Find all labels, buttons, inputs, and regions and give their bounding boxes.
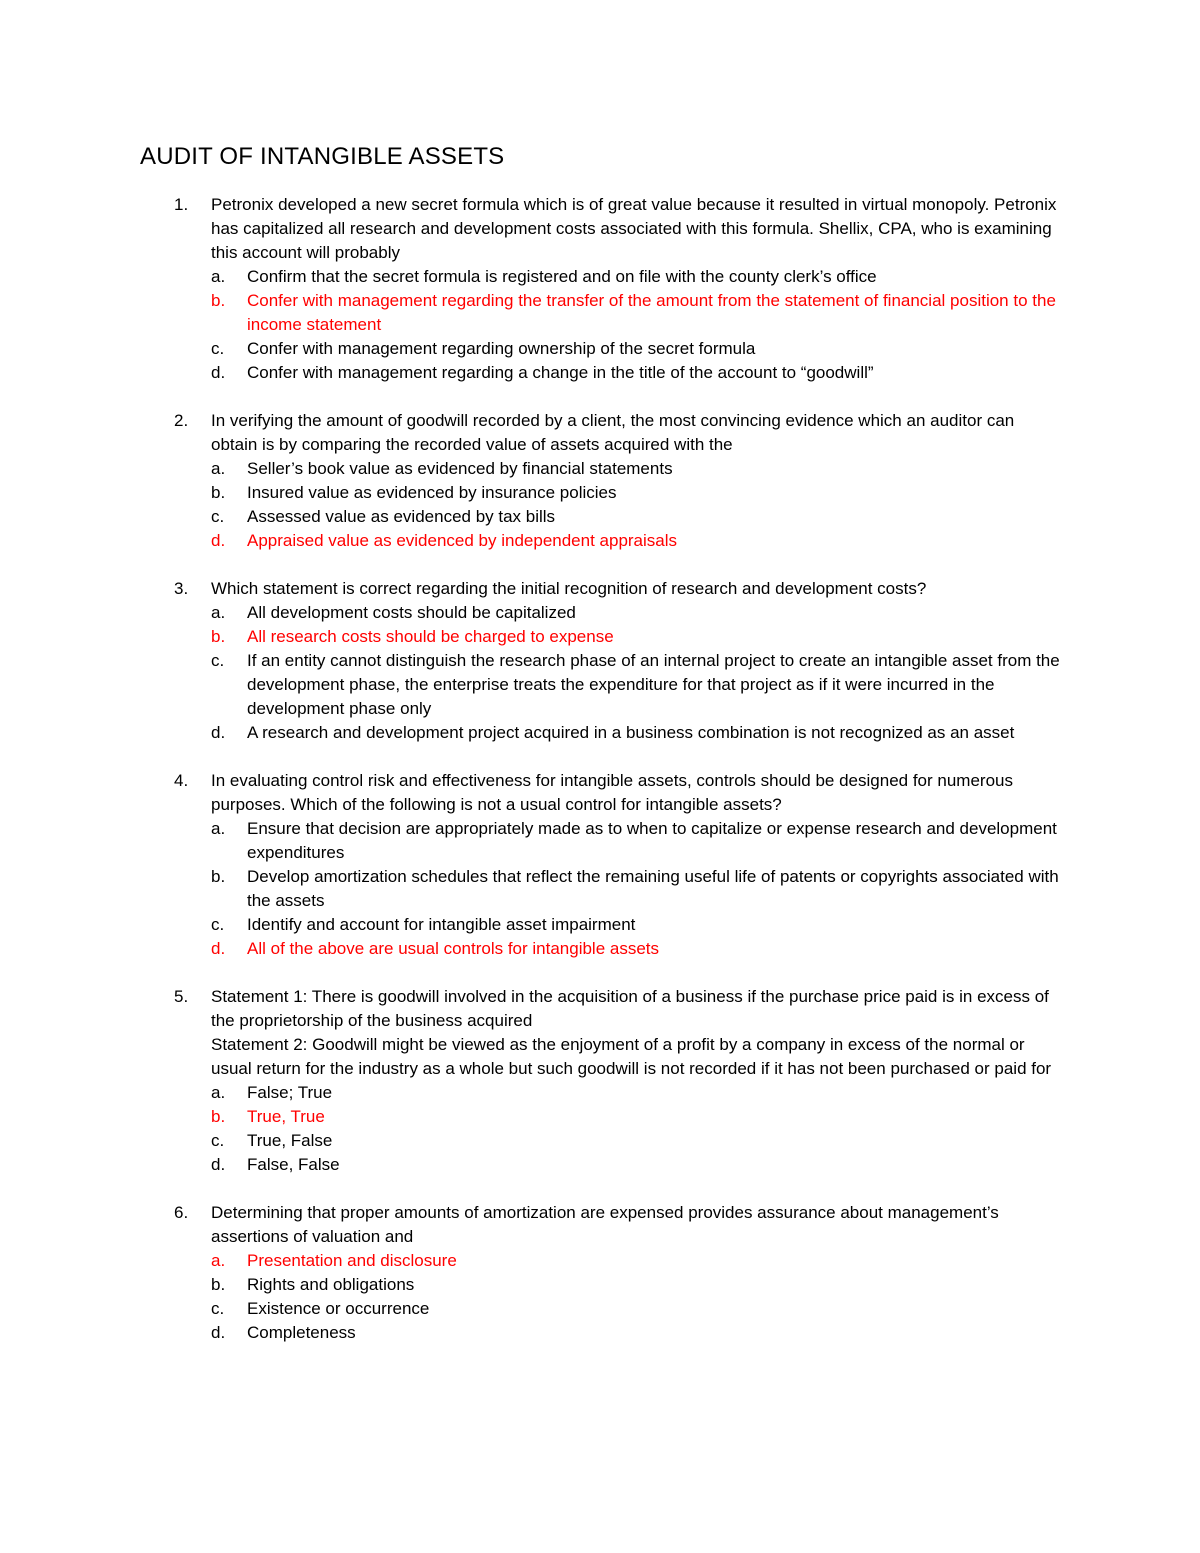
option-letter: d.	[211, 531, 226, 550]
answer-option-correct	[211, 1105, 1065, 1129]
option-letter: c.	[211, 651, 225, 670]
option-text: Confer with management regarding a change in the title of the account to “goodwill”	[247, 363, 874, 382]
option-letter: d.	[211, 723, 226, 742]
option-text: False, False	[247, 1155, 340, 1174]
answer-option	[211, 265, 1065, 289]
option-text: Identify and account for intangible asset impairment	[247, 915, 636, 934]
question-list	[140, 193, 1065, 1369]
answer-option	[211, 457, 1065, 481]
option-text: Assessed value as evidenced by tax bills	[247, 507, 556, 526]
answer-options	[211, 1249, 1065, 1345]
answer-option-correct	[211, 1249, 1065, 1273]
option-letter: b.	[211, 867, 226, 886]
question-stem-statement-2: Statement 2: Goodwill might be viewed as the enjoyment of a profit by a company in excess of the normal or usual return for the industry as a whole but such goodwill is not recorded if it has not been purchased or paid for	[211, 1035, 1052, 1078]
option-letter: c.	[211, 915, 225, 934]
answer-option	[211, 817, 1065, 865]
answer-option	[211, 505, 1065, 529]
option-text: Confer with management regarding ownership of the secret formula	[247, 339, 756, 358]
answer-options	[211, 817, 1065, 961]
answer-option	[211, 1153, 1065, 1177]
option-text: Insured value as evidenced by insurance policies	[247, 483, 617, 502]
option-text: Ensure that decision are appropriately made as to when to capitalize or expense research and development expenditures	[247, 819, 1057, 862]
question-number: 1.	[174, 195, 189, 214]
option-text: False; True	[247, 1083, 333, 1102]
option-letter: a.	[211, 267, 226, 286]
option-letter: d.	[211, 939, 226, 958]
option-letter: c.	[211, 507, 225, 526]
option-letter: a.	[211, 819, 226, 838]
option-letter: b.	[211, 627, 226, 646]
answer-option	[211, 1297, 1065, 1321]
option-text: All of the above are usual controls for intangible assets	[247, 939, 660, 958]
question-item	[140, 193, 1065, 385]
question-stem: In evaluating control risk and effectiveness for intangible assets, controls should be designed for numerous purposes. Which of the following is not a usual control for intangible assets?	[211, 771, 1013, 814]
option-text: Appraised value as evidenced by independent appraisals	[247, 531, 678, 550]
option-letter: a.	[211, 1251, 226, 1270]
option-text: Presentation and disclosure	[247, 1251, 457, 1270]
answer-option	[211, 1129, 1065, 1153]
option-letter: a.	[211, 603, 226, 622]
option-text: Seller’s book value as evidenced by financial statements	[247, 459, 673, 478]
option-text: Completeness	[247, 1323, 356, 1342]
answer-option	[211, 361, 1065, 385]
answer-option	[211, 913, 1065, 937]
answer-option	[211, 721, 1065, 745]
question-stem: Statement 1: There is goodwill involved in the acquisition of a business if the purchase price paid is in excess of the proprietorship of the business acquired	[211, 987, 1049, 1030]
option-letter: c.	[211, 339, 225, 358]
option-letter: a.	[211, 459, 226, 478]
option-letter: c.	[211, 1299, 225, 1318]
option-text: True, True	[247, 1107, 325, 1126]
answer-option-correct	[211, 529, 1065, 553]
option-letter: b.	[211, 1107, 226, 1126]
question-number: 4.	[174, 771, 189, 790]
answer-option	[211, 649, 1065, 721]
option-letter: b.	[211, 483, 226, 502]
question-item	[140, 409, 1065, 553]
answer-option	[211, 1081, 1065, 1105]
question-stem: Determining that proper amounts of amortization are expensed provides assurance about management’s assertions of valuation and	[211, 1203, 999, 1246]
answer-option-correct	[211, 625, 1065, 649]
option-text: True, False	[247, 1131, 333, 1150]
answer-option	[211, 481, 1065, 505]
answer-option	[211, 1273, 1065, 1297]
option-text: Confer with management regarding the transfer of the amount from the statement of financial position to the income statement	[247, 291, 1056, 334]
answer-option	[211, 865, 1065, 913]
option-text: If an entity cannot distinguish the research phase of an internal project to create an intangible asset from the development phase, the enterprise treats the expenditure for that project as if it were incurred in the development phase only	[247, 651, 1060, 718]
option-text: Develop amortization schedules that reflect the remaining useful life of patents or copyrights associated with the assets	[247, 867, 1059, 910]
option-text: All research costs should be charged to expense	[247, 627, 614, 646]
question-item	[140, 985, 1065, 1177]
answer-option-correct	[211, 289, 1065, 337]
answer-options	[211, 457, 1065, 553]
option-letter: d.	[211, 1323, 226, 1342]
option-text: Existence or occurrence	[247, 1299, 430, 1318]
option-letter: b.	[211, 291, 226, 310]
question-item	[140, 769, 1065, 961]
question-stem: Petronix developed a new secret formula which is of great value because it resulted in virtual monopoly. Petronix has capitalized all research and development costs associated with this formula. Shellix, CPA, who is examining this account will probably	[211, 195, 1057, 262]
answer-option	[211, 337, 1065, 361]
question-number: 6.	[174, 1203, 189, 1222]
question-item	[140, 1201, 1065, 1345]
answer-option	[211, 601, 1065, 625]
answer-options	[211, 601, 1065, 745]
option-text: Confirm that the secret formula is registered and on file with the county clerk’s office	[247, 267, 877, 286]
option-letter: b.	[211, 1275, 226, 1294]
answer-option	[211, 1321, 1065, 1345]
option-letter: d.	[211, 1155, 226, 1174]
answer-options	[211, 265, 1065, 385]
answer-option-correct	[211, 937, 1065, 961]
question-stem: Which statement is correct regarding the initial recognition of research and development costs?	[211, 579, 927, 598]
answer-options	[211, 1081, 1065, 1177]
question-number: 2.	[174, 411, 189, 430]
option-letter: d.	[211, 363, 226, 382]
option-text: All development costs should be capitalized	[247, 603, 576, 622]
option-text: Rights and obligations	[247, 1275, 415, 1294]
option-letter: c.	[211, 1131, 225, 1150]
question-number: 5.	[174, 987, 189, 1006]
option-letter: a.	[211, 1083, 226, 1102]
document-title: AUDIT OF INTANGIBLE ASSETS	[140, 143, 505, 170]
question-number: 3.	[174, 579, 189, 598]
question-item	[140, 577, 1065, 745]
question-stem: In verifying the amount of goodwill recorded by a client, the most convincing evidence which an auditor can obtain is by comparing the recorded value of assets acquired with the	[211, 411, 1015, 454]
option-text: A research and development project acquired in a business combination is not recognized as an asset	[247, 723, 1015, 742]
